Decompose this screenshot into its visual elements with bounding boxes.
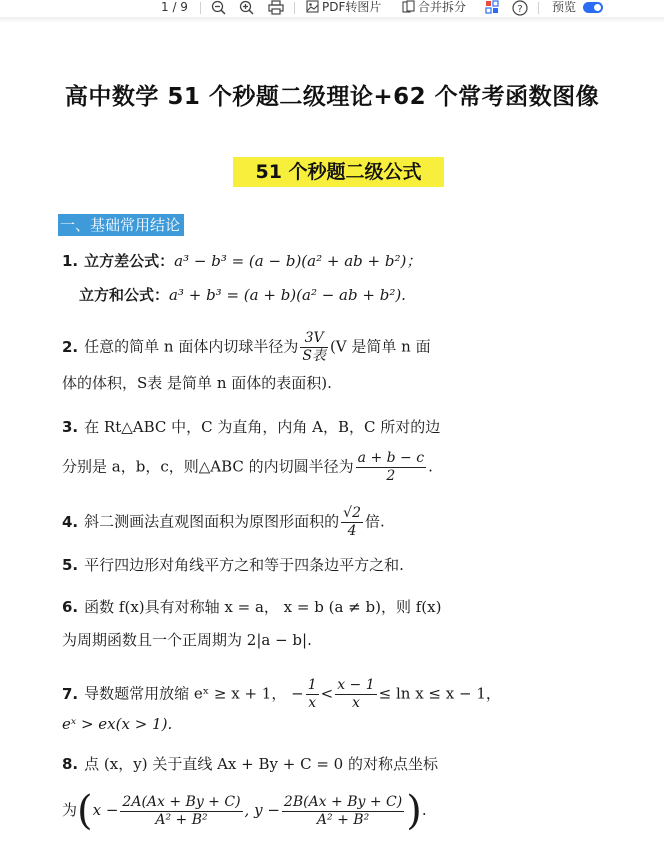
incircle-radius-fraction: $\frac{a + b - c}{2}$ — [357, 450, 425, 484]
image-icon — [306, 0, 319, 13]
cube-sum-formula: a³ + b³ = (a + b)(a² − ab + b²). — [169, 286, 406, 304]
cube-difference-label: 立方差公式： — [84, 252, 175, 270]
item-7-line-b — [62, 714, 172, 734]
x-coordinate-fraction: $\frac{2A(Ax + By + C)}{\text{A² + B²}}$ — [122, 793, 241, 828]
item-number: 4. — [62, 512, 79, 531]
item-2-line-a — [62, 330, 431, 365]
item-text: 倍. — [364, 512, 385, 531]
item-number: 6. — [62, 598, 79, 616]
apps-icon[interactable] — [485, 0, 499, 17]
merge-split-label: 合并拆分 — [418, 0, 467, 14]
y-coordinate-fraction: $\frac{2B(Ax + By + C)}{\text{A² + B²}}$ — [283, 793, 403, 828]
pdf-to-image-label: PDF转图片 — [322, 0, 382, 14]
item-7-line-a: 7. 导数题常用放缩 eˣ ≥ x + 1， − $\frac{1}{x}$ < $\frac{x - 1}{x}$ ≤ ln x ≤ x − 1， — [62, 677, 501, 711]
cube-difference-formula: a³ − b³ = (a − b)(a² + ab + b²)； — [174, 252, 422, 270]
cube-sum-label: 立方和公式： — [79, 286, 170, 304]
item-text: 为 — [62, 801, 78, 819]
item-text: 函数 f(x)具有对称轴 x = a， x = b (a ≠ b)，则 f(x) — [84, 598, 442, 616]
toolbar-divider — [200, 2, 201, 14]
pdf-to-image-button[interactable] — [306, 0, 381, 17]
item-8-line-b — [62, 788, 427, 832]
reciprocal-fraction: $\frac{1}{x}$ — [307, 677, 317, 711]
symbol-y: , y − — [244, 801, 280, 819]
item-number: 3. — [62, 418, 79, 436]
item-number: 8. — [62, 755, 79, 773]
item-number: 1. — [62, 252, 79, 270]
print-icon[interactable] — [268, 0, 284, 17]
page-edge — [0, 17, 664, 23]
item-2-line-b — [62, 373, 332, 393]
item-text: ≤ ln x ≤ x − 1， — [378, 684, 501, 703]
area-ratio-fraction: $\frac{√2}{4}$ — [343, 505, 361, 539]
item-text: 在 Rt△ABC 中，C 为直角，内角 A，B，C 所对的边 — [84, 418, 441, 436]
item-number: 2. — [62, 337, 79, 356]
item-1-line-a — [62, 251, 421, 271]
item-6-line-b — [62, 630, 312, 650]
item-number: 7. — [62, 684, 79, 703]
item-text: . — [428, 457, 433, 476]
item-number: 5. — [62, 556, 79, 574]
document-title: 高中数学 51 个秒题二级理论+62 个常考函数图像 — [64, 84, 600, 110]
period: . — [421, 801, 427, 819]
merge-split-button[interactable] — [402, 0, 466, 17]
section-banner: 51 个秒题二级公式 — [233, 157, 444, 187]
item-text: (V 是简单 n 面 — [329, 337, 431, 356]
item-text: 导数题常用放缩 eˣ ≥ x + 1， — [84, 684, 287, 703]
item-text: 点 (x，y) 关于直线 Ax + By + C = 0 的对称点坐标 — [84, 755, 438, 773]
item-text: 斜二测画法直观图面积为原图形面积的 — [84, 512, 340, 531]
merge-icon — [402, 0, 415, 13]
right-paren: ) — [406, 788, 422, 834]
page-indicator: 1 / 9 — [161, 0, 188, 14]
item-4-line — [62, 505, 385, 540]
left-paren: ( — [77, 788, 93, 834]
preview-toggle[interactable] — [583, 2, 603, 13]
item-1-line-b — [79, 285, 406, 305]
item-text: eˣ > ex(x > 1). — [62, 715, 173, 733]
zoom-in-icon[interactable] — [239, 0, 254, 17]
help-icon[interactable] — [512, 0, 528, 17]
item-text: 平行四边形对角线平方之和等于四条边平方之和. — [84, 556, 404, 574]
preview-label: 预览 — [552, 0, 577, 14]
item-5-line — [62, 555, 404, 575]
item-text: 分别是 a，b，c，则△ABC 的内切圆半径为 — [62, 457, 354, 476]
symbol-x: x − — [92, 801, 119, 819]
toolbar-divider — [294, 2, 295, 14]
ratio-fraction: $\frac{x - 1}{x}$ — [337, 677, 375, 711]
svg-text:?: ? — [517, 4, 523, 15]
item-text: 为周期函数且一个正周期为 2|a − b|. — [62, 631, 312, 649]
section-heading: 一、基础常用结论 — [58, 214, 184, 236]
item-3-line-b — [62, 450, 433, 485]
item-text: 任意的简单 n 面体内切球半径为 — [84, 337, 299, 356]
item-8-line-a — [62, 754, 438, 774]
item-text: 体的体积，S表 是简单 n 面体的表面积). — [62, 374, 332, 392]
zoom-out-icon[interactable] — [211, 0, 226, 17]
item-6-line-a — [62, 597, 441, 617]
toolbar-divider — [538, 2, 539, 14]
viewer-toolbar — [0, 0, 664, 17]
item-3-line-a — [62, 417, 440, 437]
inscribed-radius-fraction: $\frac{3V}{\text{S表}}$ — [302, 330, 326, 364]
